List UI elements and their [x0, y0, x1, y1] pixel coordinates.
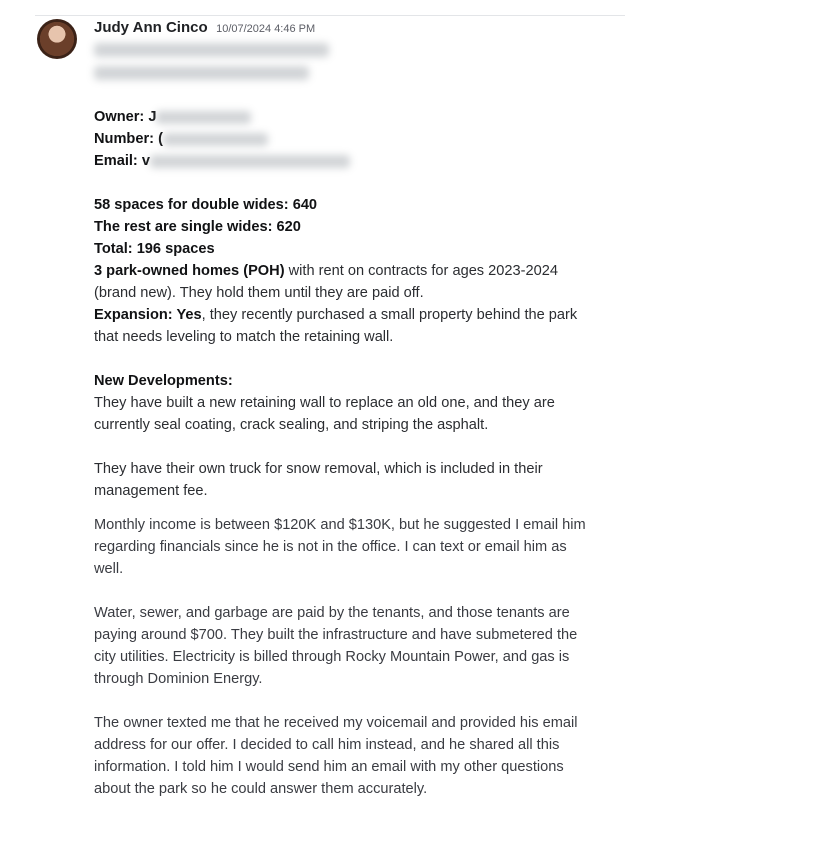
- redacted-number: [163, 133, 268, 146]
- single-wides-line: The rest are single wides: 620: [94, 219, 301, 235]
- message-header: [94, 19, 315, 37]
- income-text: Monthly income is between $120K and $130K, but he suggested I email him regarding financials since he is not in the office. I can text or email him as well.: [94, 517, 586, 577]
- number-line: [94, 128, 594, 150]
- message-divider: [35, 15, 625, 16]
- redacted-address-line-1: [94, 43, 329, 57]
- author-avatar[interactable]: [37, 19, 77, 59]
- number-visible: (: [158, 131, 163, 147]
- new-developments-heading: New Developments:: [94, 373, 233, 389]
- email-visible: v: [141, 153, 150, 169]
- message-body: [94, 106, 594, 800]
- utilities-text: Water, sewer, and garbage are paid by the tenants, and those tenants are paying around $700. They built the infrastructure and have submetered the city utilities. Electricity is billed through Rocky Mountain Power, and gas is through Dominion Energy.: [94, 605, 578, 687]
- expansion-rest: , they recently purchased a small property behind the park that needs leveling to match the retaining wall.: [94, 307, 578, 345]
- email-label: Email:: [94, 153, 138, 169]
- expansion-bold: Expansion: Yes: [94, 307, 202, 323]
- expansion-paragraph: [94, 304, 594, 348]
- number-label: Number:: [94, 131, 154, 147]
- redacted-address-line-2: [94, 66, 309, 80]
- owner-label: Owner:: [94, 109, 145, 125]
- author-name[interactable]: Judy Ann Cinco: [94, 19, 208, 36]
- owner-line: [94, 106, 594, 128]
- poh-paragraph: [94, 260, 594, 304]
- email-line: [94, 150, 594, 172]
- redacted-email: [150, 155, 350, 168]
- owner-visible: J: [148, 109, 157, 125]
- new-developments-text: They have built a new retaining wall to replace an old one, and they are currently seal coating, crack sealing, and striping the asphalt.: [94, 395, 555, 433]
- poh-bold: 3 park-owned homes (POH): [94, 263, 285, 279]
- poh-rest: with rent on contracts for ages 2023-2024 (brand new). They hold them until they are paid off.: [94, 263, 558, 301]
- redacted-owner: [156, 111, 251, 124]
- double-wides-line: 58 spaces for double wides: 640: [94, 197, 318, 213]
- message-timestamp: 10/07/2024 4:46 PM: [216, 23, 316, 35]
- total-spaces-line: Total: 196 spaces: [94, 241, 215, 257]
- snow-removal-text: They have their own truck for snow removal, which is included in their management fee.: [94, 461, 543, 499]
- owner-contact-text: The owner texted me that he received my voicemail and provided his email address for our offer. I decided to call him instead, and he shared all this information. I told him I would send him an email with my other questions about the park so he could answer them accurately.: [94, 715, 578, 797]
